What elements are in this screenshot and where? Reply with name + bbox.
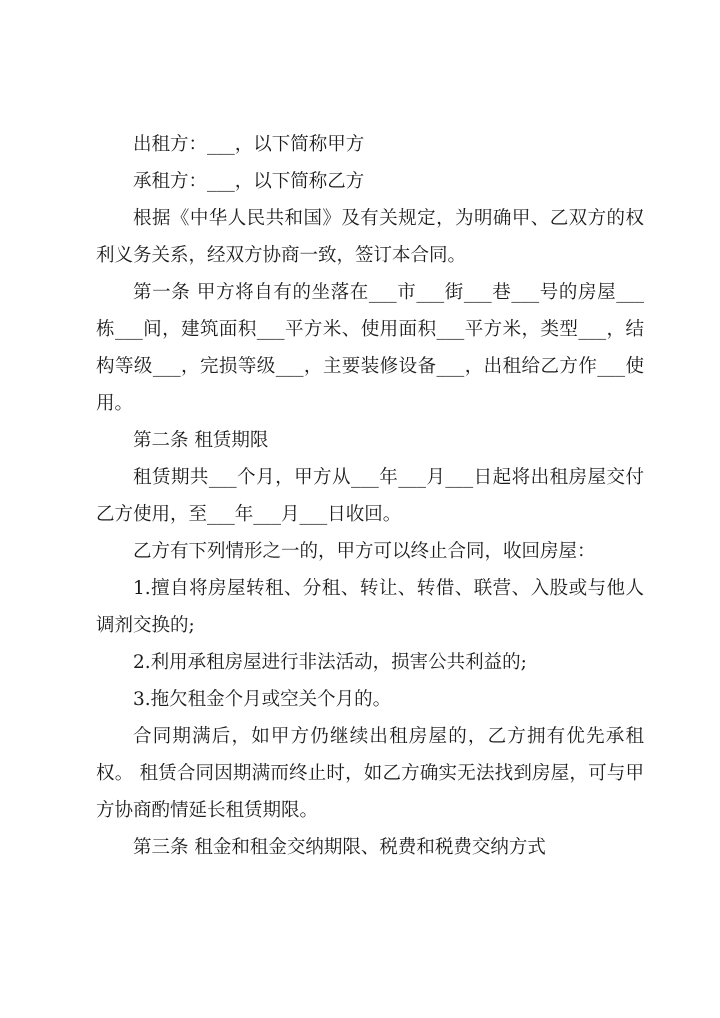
heading-article-3: 第三条 租金和租金交纳期限、税费和税费交纳方式 <box>133 837 546 858</box>
list-item-3: 3.拖欠租金个月或空关个月的。 <box>133 689 392 710</box>
list-item-1: 1.擅自将房屋转租、分租、转让、转借、联营、入股或与他人调剂交换的; <box>96 578 644 636</box>
paragraph-termination-intro: 乙方有下列情形之一的，甲方可以终止合同，收回房屋： <box>133 541 596 562</box>
heading-article-2: 第二条 租赁期限 <box>133 430 269 451</box>
paragraph-renewal: 合同期满后，如甲方仍继续出租房屋的，乙方拥有优先承租权。 租赁合同因期满而终止时，如乙方确实无法找到房屋，可与甲方协商酌情延长租赁期限。 <box>96 726 644 821</box>
paragraph-basis: 根据《中华人民共和国》及有关规定，为明确甲、乙双方的权利义务关系，经双方协商一致，签订本合同。 <box>96 208 644 266</box>
paragraph-lessor: 出租方：___，以下简称甲方 <box>133 134 365 155</box>
contract-body <box>96 126 644 866</box>
list-item-2: 2.利用承租房屋进行非法活动，损害公共利益的; <box>133 652 527 673</box>
paragraph-article-1: 第一条 甲方将自有的坐落在___市___街___巷___号的房屋___栋___间，建筑面积___平方米、使用面积___平方米，类型___，结构等级___，完损等级___，主要装修设备___，出租给乙方作___使用。 <box>96 282 644 414</box>
paragraph-lease-term: 租赁期共___个月，甲方从___年___月___日起将出租房屋交付乙方使用，至___年___月___日收回。 <box>96 467 644 525</box>
paragraph-lessee: 承租方：___，以下简称乙方 <box>133 171 365 192</box>
